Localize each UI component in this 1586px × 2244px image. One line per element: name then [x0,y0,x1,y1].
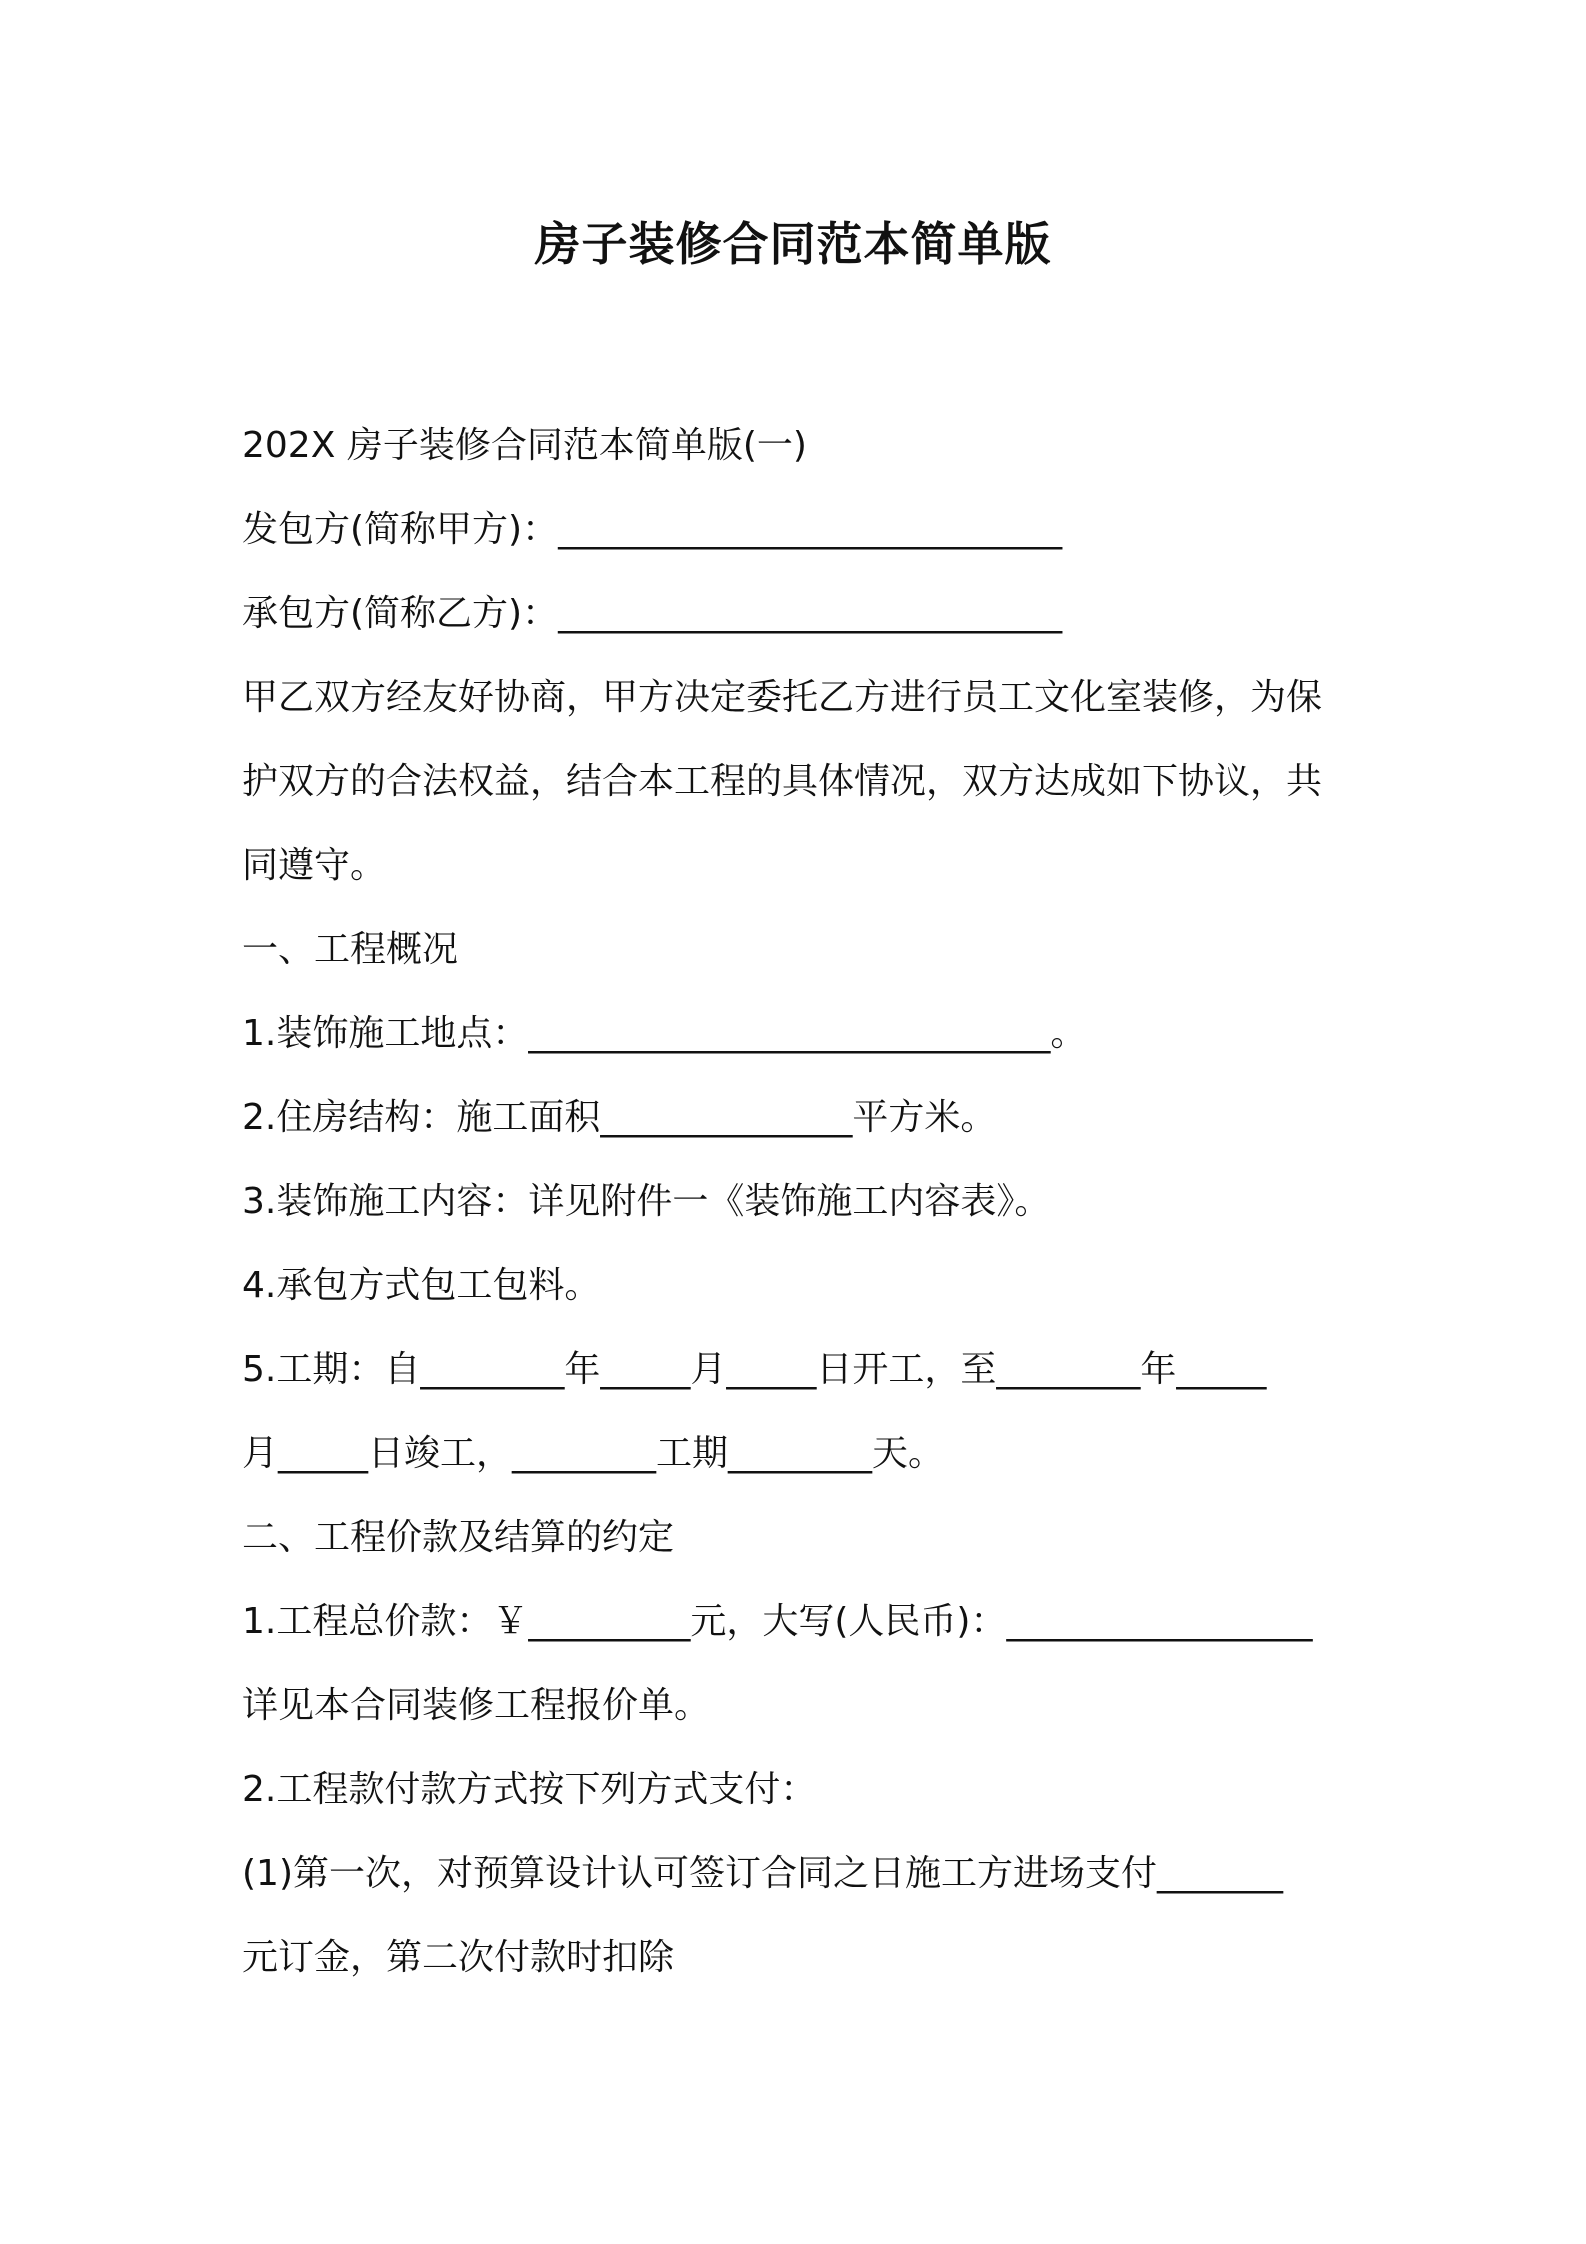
section-heading: 二、工程价款及结算的约定 [242,1517,675,1558]
clause-line: 月_____日竣工，________工期________天。 [242,1433,945,1474]
clause-line: (1)第一次，对预算设计认可签订合同之日施工方进场支付_______ [242,1853,1283,1894]
subtitle-line: 202X 房子装修合同范本简单版(一) [242,425,807,466]
clause-line: 4.承包方式包工包料。 [242,1265,601,1306]
document-title: 房子装修合同范本简单版 [534,217,1052,271]
clause-line: 2.住房结构：施工面积______________平方米。 [242,1097,997,1138]
clause-line: 元订金，第二次付款时扣除 [242,1937,675,1978]
clause-line: 详见本合同装修工程报价单。 [242,1685,711,1726]
clause-line: 5.工期：自________年_____月_____日开工，至________年_____ [242,1349,1267,1390]
paragraph-line: 同遵守。 [242,845,387,886]
clause-line: 3.装饰施工内容：详见附件一《装饰施工内容表》。 [242,1181,1051,1222]
clause-line: 1.工程总价款：￥_________元，大写(人民币)：_________________ [242,1601,1313,1642]
section-heading: 一、工程概况 [242,929,459,970]
party-a-line: 发包方(简称甲方)：____________________________ [242,509,1063,550]
paragraph-line: 甲乙双方经友好协商，甲方决定委托乙方进行员工文化室装修，为保 [242,677,1323,718]
clause-line: 2.工程款付款方式按下列方式支付： [242,1769,817,1810]
party-b-line: 承包方(简称乙方)：____________________________ [242,593,1063,634]
clause-line: 1.装饰施工地点：_____________________________。 [242,1013,1087,1054]
paragraph-line: 护双方的合法权益，结合本工程的具体情况，双方达成如下协议，共 [242,761,1323,802]
